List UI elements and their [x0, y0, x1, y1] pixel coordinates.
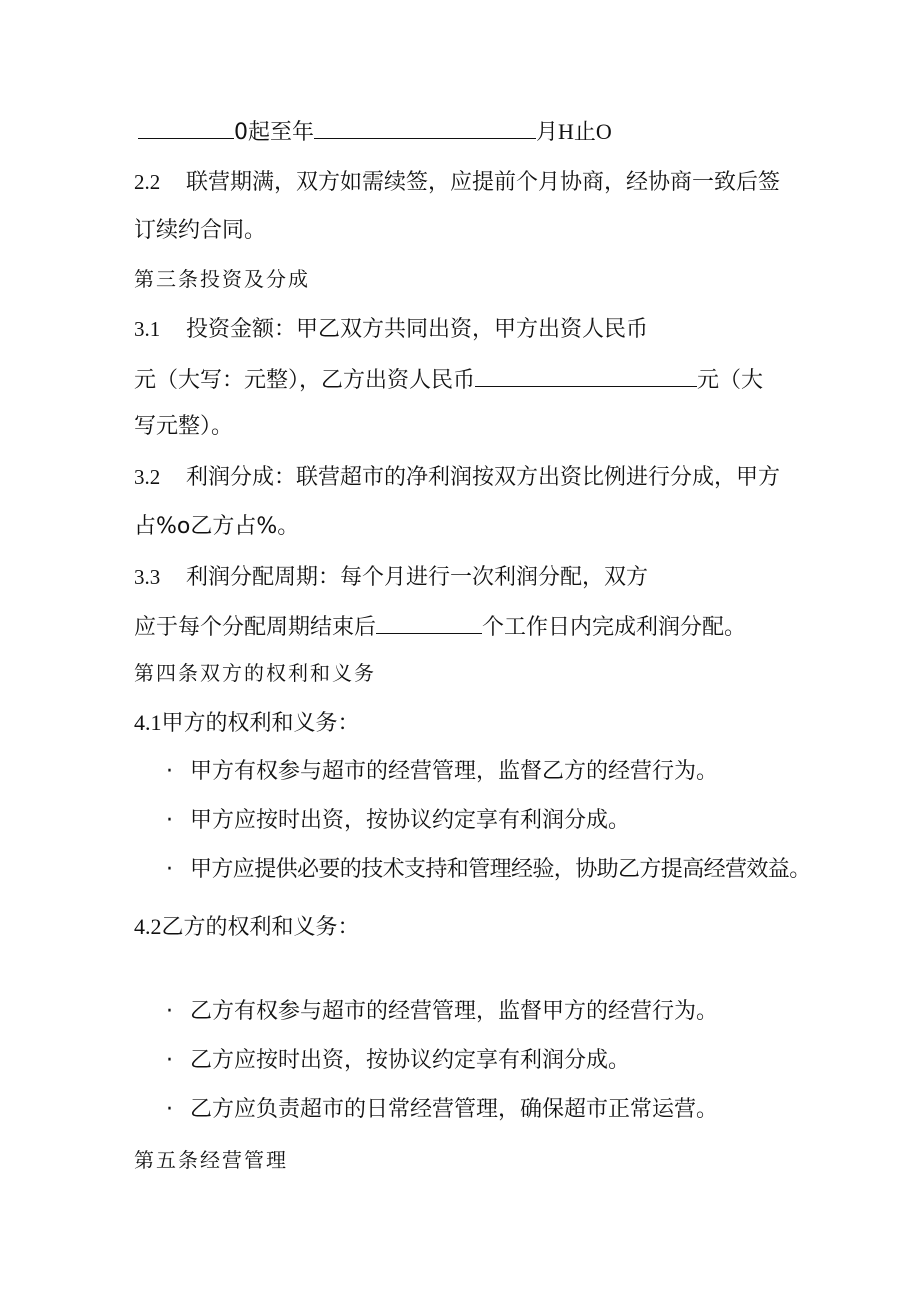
clause-text: 元（大 [697, 368, 764, 393]
bullet-icon: · [166, 999, 173, 1024]
term-text-end: 月H止O [536, 119, 612, 144]
clause-3-1-continued [134, 412, 233, 442]
term-text-start: 0起至年 [234, 120, 314, 145]
blank-end-year[interactable] [314, 116, 536, 139]
clause-text: 写元整）。 [134, 414, 234, 439]
clause-4-2 [134, 912, 360, 943]
clause-text: 订续约合同。 [134, 218, 267, 243]
clause-3-3 [134, 562, 648, 593]
clause-number: 3.1 [134, 317, 161, 341]
clause-text: 联营期满，双方如需续签，应提前个月协商，经协商一致后签 [186, 170, 781, 195]
list-item-text: 甲方有权参与超市的经营管理，监督乙方的经营行为。 [190, 759, 719, 784]
clause-text: 占%o乙方占%。 [134, 514, 300, 539]
clause-number: 3.3 [134, 565, 161, 589]
list-item-text: 乙方应负责超市的日常经营管理，确保超市正常运营。 [190, 1097, 719, 1122]
clause-3-3-continued [134, 611, 746, 643]
list-item [166, 855, 811, 885]
clause-text: 应于每个分配周期结束后 [134, 615, 377, 640]
blank-start-date[interactable] [138, 116, 234, 139]
bullet-icon: · [166, 1048, 173, 1073]
clause-text: 元（大写：元整），乙方出资人民币 [134, 368, 476, 393]
list-item [166, 1046, 630, 1076]
clause-4-1 [134, 708, 360, 739]
clause-text: 利润分成：联营超市的净利润按双方出资比例进行分成，甲方 [186, 465, 781, 490]
list-item [166, 997, 718, 1027]
clause-2-2 [134, 167, 780, 198]
bullet-icon: · [166, 857, 173, 882]
clause-text: 投资金额：甲乙双方共同出资，甲方出资人民币 [186, 317, 649, 342]
clause-number: 4.1 [134, 710, 162, 735]
clause-3-2 [134, 462, 780, 493]
bullet-icon: · [166, 759, 173, 784]
blank-working-days[interactable] [376, 611, 482, 634]
term-line [138, 116, 612, 148]
list-item-text: 甲方应按时出资，按协议约定享有利润分成。 [190, 808, 631, 833]
clause-3-2-continued [134, 512, 299, 542]
section-heading-3: 第三条投资及分成 [134, 267, 310, 291]
clause-text: 利润分配周期：每个月进行一次利润分配，双方 [186, 565, 649, 590]
clause-text: 甲方的权利和义务： [161, 711, 360, 736]
bullet-icon: · [166, 808, 173, 833]
list-item [166, 806, 630, 836]
clause-number: 2.2 [134, 170, 161, 194]
list-item-text: 甲方应提供必要的技术支持和管理经验，协助乙方提高经营效益。 [190, 857, 811, 882]
blank-party-b-amount[interactable] [475, 364, 697, 387]
clause-number: 3.2 [134, 465, 161, 489]
clause-3-1 [134, 314, 648, 345]
section-heading-5: 第五条经营管理 [134, 1148, 288, 1172]
clause-text: 个工作日内完成利润分配。 [482, 615, 747, 640]
clause-3-1-amounts [134, 364, 763, 396]
bullet-icon: · [166, 1097, 173, 1122]
clause-text: 乙方的权利和义务： [161, 915, 360, 940]
list-item [166, 757, 718, 787]
clause-2-2-continued [134, 216, 266, 246]
list-item-text: 乙方应按时出资，按协议约定享有利润分成。 [190, 1048, 631, 1073]
section-heading-4: 第四条双方的权利和义务 [134, 661, 376, 685]
list-item-text: 乙方有权参与超市的经营管理，监督甲方的经营行为。 [190, 999, 719, 1024]
list-item [166, 1095, 718, 1125]
clause-number: 4.2 [134, 914, 162, 939]
